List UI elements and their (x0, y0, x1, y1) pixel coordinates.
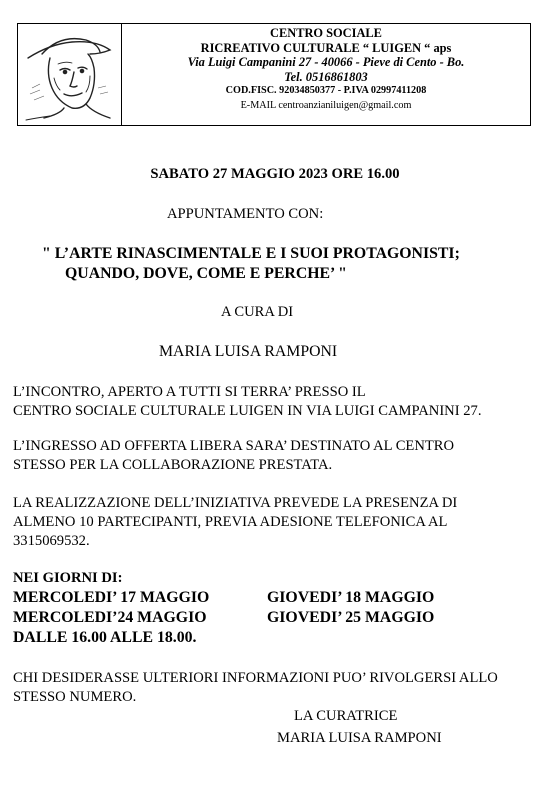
schedule-day-3: MERCOLEDI’24 MAGGIO (13, 609, 207, 626)
org-email: E-MAIL centroanzianiluigen@gmail.com (240, 99, 412, 111)
org-address: Via Luigi Campanini 27 - 40066 - Pieve di Cento - Bo. (187, 55, 465, 70)
paragraph-participants-line1: LA REALIZZAZIONE DELL’INIZIATIVA PREVEDE LA PRESENZA DI (13, 495, 458, 511)
signature-role: LA CURATRICE (294, 708, 398, 724)
info-line1: CHI DESIDERASSE ULTERIORI INFORMAZIONI PUO’ RIVOLGERSI ALLO (13, 670, 498, 686)
portrait-sketch-icon (20, 28, 116, 122)
event-title-line2: QUANDO, DOVE, COME E PERCHE’ " (65, 265, 347, 282)
speaker-name: MARIA LUISA RAMPONI (159, 343, 338, 360)
paragraph-entry-line1: L’INGRESSO AD OFFERTA LIBERA SARA’ DESTINATO AL CENTRO (13, 438, 455, 454)
org-phone: Tel. 0516861803 (284, 69, 368, 84)
signature-name: MARIA LUISA RAMPONI (277, 730, 442, 746)
paragraph-participants-line3: 3315069532. (13, 533, 90, 549)
curated-by-label: A CURA DI (221, 304, 294, 320)
org-name-line1: CENTRO SOCIALE (270, 26, 382, 40)
letterhead (17, 23, 531, 126)
event-date: SABATO 27 MAGGIO 2023 ORE 16.00 (150, 166, 400, 182)
schedule-day-2: GIOVEDI’ 18 MAGGIO (267, 589, 435, 606)
schedule-heading: NEI GIORNI DI: (13, 570, 123, 586)
event-title-line1: " L’ARTE RINASCIMENTALE E I SUOI PROTAGONISTI; (42, 245, 460, 262)
schedule-day-1: MERCOLEDI’ 17 MAGGIO (13, 589, 210, 606)
organization-details (122, 26, 530, 114)
org-name-line2: RICREATIVO CULTURALE “ LUIGEN “ aps (200, 40, 452, 55)
schedule-hours: DALLE 16.00 ALLE 18.00. (13, 629, 197, 646)
paragraph-entry-line2: STESSO PER LA COLLABORAZIONE PRESTATA. (13, 457, 333, 473)
appointment-label: APPUNTAMENTO CON: (167, 206, 324, 222)
paragraph-location-line2: CENTRO SOCIALE CULTURALE LUIGEN IN VIA LUIGI CAMPANINI 27. (13, 403, 482, 419)
org-fiscal-codes: COD.FISC. 92034850377 - P.IVA 02997411208 (225, 85, 427, 97)
info-line2: STESSO NUMERO. (13, 689, 137, 705)
schedule-day-4: GIOVEDI’ 25 MAGGIO (267, 609, 435, 626)
paragraph-location-line1: L’INCONTRO, APERTO A TUTTI SI TERRA’ PRESSO IL (13, 384, 366, 400)
paragraph-participants-line2: ALMENO 10 PARTECIPANTI, PREVIA ADESIONE TELEFONICA AL (13, 514, 448, 530)
